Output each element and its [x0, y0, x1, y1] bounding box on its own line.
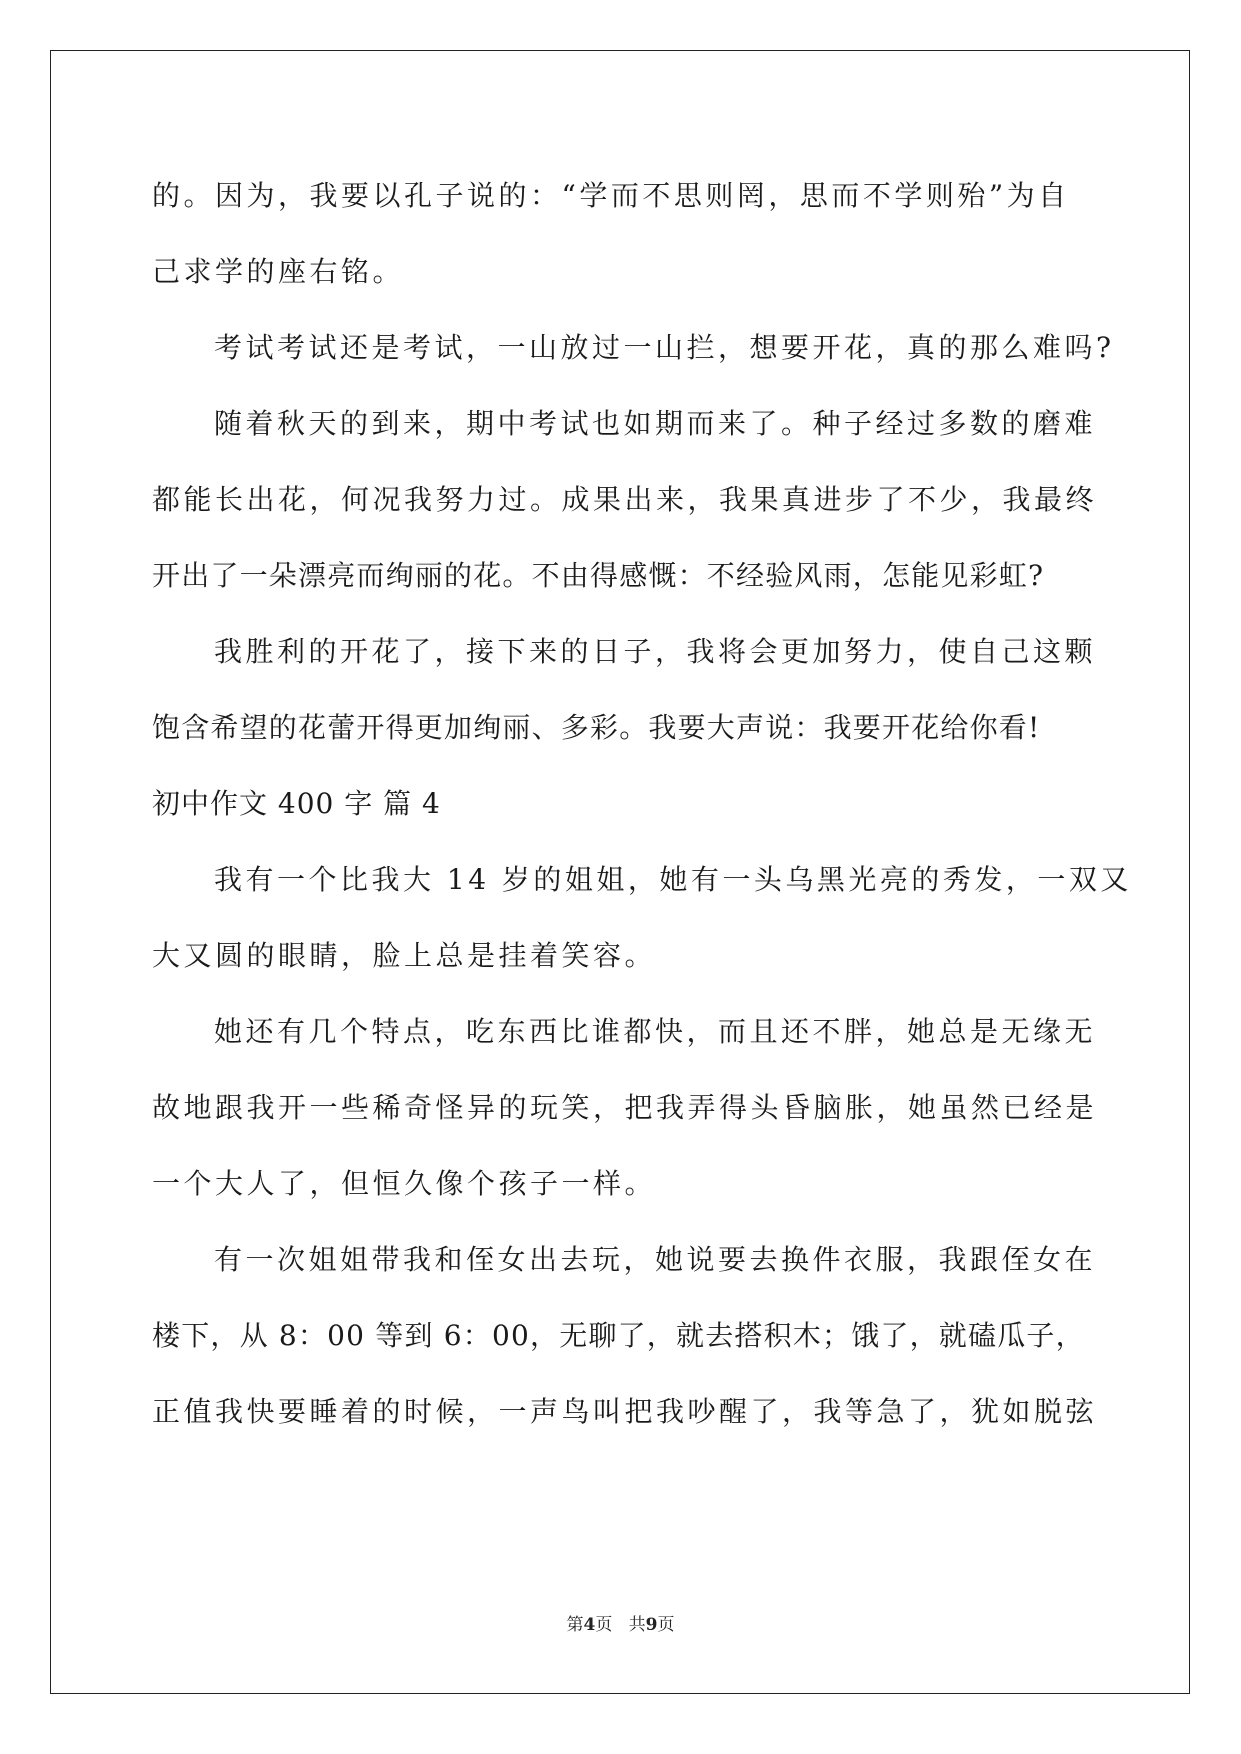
text-line: 开出了一朵漂亮而绚丽的花。不由得感慨：不经验风雨，怎能见彩虹?	[152, 559, 1045, 592]
text-line: 饱含希望的花蕾开得更加绚丽、多彩。我要大声说：我要开花给你看!	[152, 711, 1041, 744]
text-line: 故地跟我开一些稀奇怪异的玩笑，把我弄得头昏脑胀，她虽然已经是	[152, 1091, 1098, 1124]
page-footer	[0, 1610, 1241, 1635]
text-line: 正值我快要睡着的时候，一声鸟叫把我吵醒了，我等急了，犹如脱弦	[152, 1395, 1098, 1428]
text-line: 我有一个比我大 14 岁的姐姐，她有一头乌黑光亮的秀发，一双又	[214, 863, 1132, 896]
text-line: 都能长出花，何况我努力过。成果出来，我果真进步了不少，我最终	[152, 483, 1098, 516]
text-line: 随着秋天的到来，期中考试也如期而来了。种子经过多数的磨难	[214, 407, 1097, 440]
text-line: 有一次姐姐带我和侄女出去玩，她说要去换件衣服，我跟侄女在	[214, 1243, 1097, 1276]
text-line: 一个大人了，但恒久像个孩子一样。	[152, 1167, 657, 1200]
footer-prefix: 第	[566, 1615, 584, 1635]
footer-suffix: 页	[657, 1615, 675, 1635]
text-line: 她还有几个特点，吃东西比谁都快，而且还不胖，她总是无缘无	[214, 1015, 1097, 1048]
current-page-number: 4	[583, 1615, 596, 1635]
document-body	[152, 158, 1132, 1450]
text-line: 大又圆的眼睛，脸上总是挂着笑容。	[152, 939, 657, 972]
text-line: 楼下，从 8：00 等到 6：00，无聊了，就去搭积木；饿了，就磕瓜子，	[152, 1319, 1085, 1352]
text-line: 考试考试还是考试，一山放过一山拦，想要开花，真的那么难吗?	[214, 331, 1115, 364]
section-heading: 初中作文 400 字 篇 4	[152, 787, 441, 820]
total-page-number: 9	[645, 1615, 658, 1635]
footer-middle: 页 共	[595, 1615, 646, 1635]
text-line: 的。因为，我要以孔子说的：“学而不思则罔，思而不学则殆”为自	[152, 179, 1070, 212]
text-line: 己求学的座右铭。	[152, 255, 405, 288]
text-line: 我胜利的开花了，接下来的日子，我将会更加努力，使自己这颗	[214, 635, 1097, 668]
